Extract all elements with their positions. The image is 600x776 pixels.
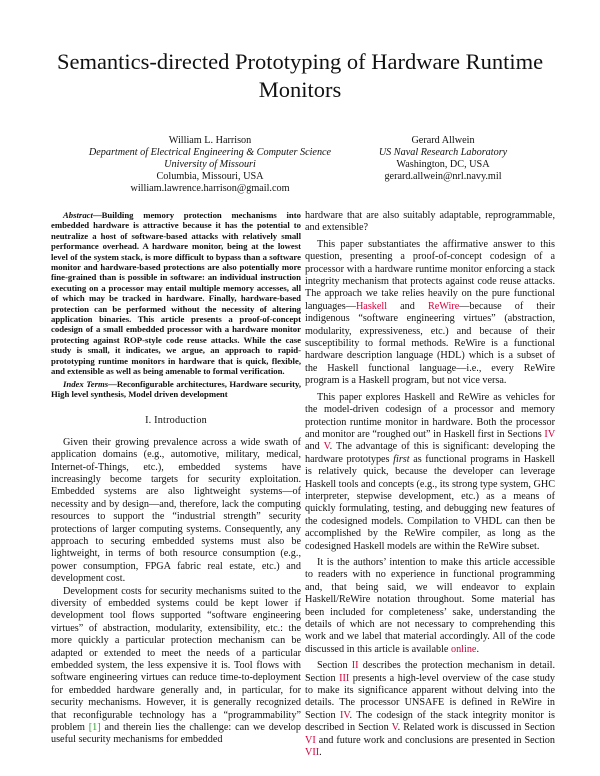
section-ref-link[interactable]: VI xyxy=(305,734,316,746)
author-email: gerard.allwein@nrl.navy.mil xyxy=(384,171,502,182)
section-ref-link[interactable]: IV xyxy=(340,709,350,721)
paragraph: This paper explores Haskell and ReWire as vehicles for the model-driven codesign of a processor and memory protection runtime monitor in hardware. Both the processor and monitor are “roughed out” in Haskell first in Sections IV and V. The advantage of this is significant: developing the hardware prototypes first as functional programs in Haskell is relatively quick, because the developer can leverage Haskell tools and concepts (e.g., its strong type system, GHC interpreter, stepwise development, etc.) as a means of quickly formulating, testing, and debugging new features of the codesigned models. Compilation to VHDL can then be accomplished by the ReWire compiler, as long as the codesigned Haskell models are within the ReWire subset. xyxy=(305,391,556,552)
section-ref-link[interactable]: V xyxy=(391,722,398,734)
index-terms xyxy=(51,379,301,400)
author-affiliation: US Naval Research Laboratory xyxy=(378,147,508,158)
paragraph: hardware that are also suitably adaptable, reprogrammable, and extensible? xyxy=(305,210,555,234)
paragraph: Section II describes the protection mechanism in detail. Section III presents a high-level overview of the case study to make its significance apparent without delving into the details. The processor UNSAFE is defined in ReWire in Section IV. The codesign of the stack integrity monitor is described in Section V. Related work is discussed in Section VI and future work and conclusions are presented in Section VII. xyxy=(305,660,555,759)
author-email: william.lawrence.harrison@gmail.com xyxy=(130,183,290,194)
paper-title: Semantics-directed Prototyping of Hardware Runtime Monitors xyxy=(56,49,544,102)
section-ref-link[interactable]: V xyxy=(323,441,330,453)
section-ref-link[interactable]: III xyxy=(339,672,350,684)
emphasis: first xyxy=(393,453,410,465)
abstract-label: Abstract xyxy=(63,210,93,220)
section-heading: I. Introduction xyxy=(145,415,207,427)
author-location: Washington, DC, USA xyxy=(396,159,490,170)
abstract-text: —Building memory protection mechanisms into embedded hardware is attractive because it has the potential to neutralize a host of software-based attacks with relatively small performance overhead. A hardware monitor, being at the lowest level of the system stack, is more difficult to bypass than a software monitor and hardware-based protections are also potentially more fine-grained than is possible in software: an individual instruction executing on a processor may entail multiple memory accesses, all of which may be tracked in hardware. Finally, hardware-based protection can be performed without the necessity of altering application binaries. This article presents a proof-of-concept codesign of a small embedded processor with a hardware monitor protecting against ROP-style code reuse attacks. While the case study is small, it indicates, we argue, an approach to rapid-prototyping runtime monitors in hardware that is quick, flexible, and extensible as well as being amenable to formal verification. xyxy=(51,210,301,377)
author-institution: University of Missouri xyxy=(164,159,256,170)
citation-link[interactable]: [1] xyxy=(88,722,101,734)
rewire-link[interactable]: ReWire xyxy=(427,300,460,312)
author-block-2 xyxy=(293,135,593,183)
author-name: Gerard Allwein xyxy=(411,135,475,146)
author-affiliation: Department of Electrical Engineering & Computer Science xyxy=(88,147,332,158)
section-ref-link[interactable]: IV xyxy=(544,428,555,440)
paragraph: Given their growing prevalence across a wide swath of application domains (e.g., automotive, military, medical, Internet-of-Things, etc.), embedded systems have increasingly become targets for security exploitation. Embedded systems are also lightweight systems—of necessity and by design—and, therefore, lack the computing resources to support the “industrial strength” security protections of larger computing systems. Consequently, any approach to securing embedded systems must also be lightweight, in terms of both resource consumption (e.g., power consumption, FPGA fabric real estate, etc.) and development cost. xyxy=(51,436,301,585)
paragraph: It is the authors’ intention to make this article accessible to readers with no experience in functional programming and, that being said, we will endeavor to explain Haskell/ReWire notation throughout. Some material has been included for completeness’ sake, understanding the details of which are not necessary to comprehending this work and we label that material accordingly. All of the code discussed in this article is available online. xyxy=(305,556,555,655)
right-column xyxy=(305,210,555,759)
abstract xyxy=(51,210,301,377)
paragraph: Development costs for security mechanisms suited to the diversity of embedded systems could be kept lower if development tool flows supported “software engineering virtues” of abstraction, modularity, extensibility, etc.: the more quickly a particular protection mechanism can be adapted or extended to meet the needs of a particular embedded system, the less expensive it is. Tool flows with software engineering virtues can reduce time-to-deployment for embedded hardware generally and, in particular, for security mechanisms. However, it is generally recognized that reconfigurable technology has a “programmability” problem [1] and therein lies the challenge: can we develop useful security mechanisms for embedded xyxy=(51,585,301,746)
paragraph: This paper substantiates the affirmative answer to this question, presenting a proof-of-concept codesign of a processor with a hardware runtime monitor enforcing a stack integrity mechanism that protects against code reuse attacks. The approach we take relies heavily on the pure functional languages—Haskell and ReWire—because of their indigenous “software engineering virtues” (abstraction, modularity, expressiveness, etc.) and because of their susceptibility to formal methods. ReWire is a functional hardware description language (HDL) which is a subset of the Haskell functional language—i.e., every ReWire program is a Haskell program, but not vice versa. xyxy=(305,238,555,387)
online-link[interactable]: online xyxy=(450,643,477,655)
section-ref-link[interactable]: VII xyxy=(305,747,320,759)
author-name: William L. Harrison xyxy=(168,135,252,146)
left-column xyxy=(51,210,301,747)
section-ref-link[interactable]: II xyxy=(351,660,359,672)
index-terms-text: —Reconfigurable architectures, Hardware security, High level synthesis, Model driven development xyxy=(51,378,301,399)
index-terms-label: Index Terms xyxy=(63,378,109,389)
haskell-link[interactable]: Haskell xyxy=(355,300,388,312)
author-location: Columbia, Missouri, USA xyxy=(156,171,264,182)
